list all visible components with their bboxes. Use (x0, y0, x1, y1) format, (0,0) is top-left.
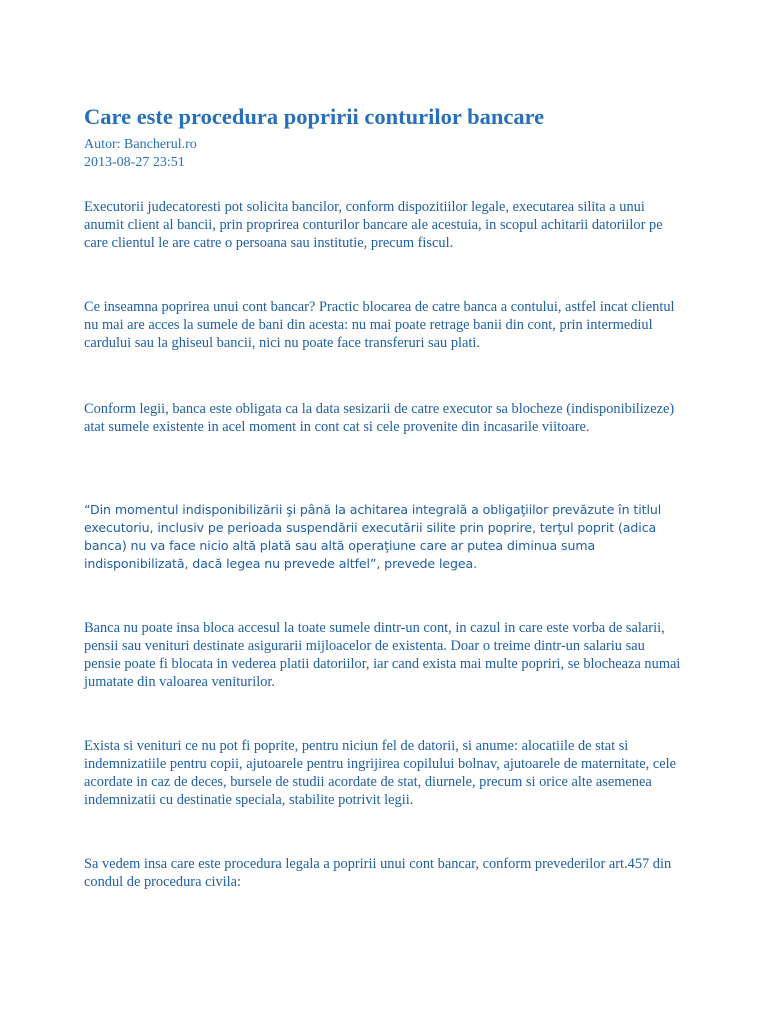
paragraph-1: Executorii judecatoresti pot solicita bancilor, conform dispozitiilor legale, executarea silita a unui anumit client al bancii, prin proprirea conturilor bancare ale acestuia, in scopul achitarii datoriilor pe care clientul le are catre o persoana sau institutie, precum fiscul. (84, 199, 663, 251)
paragraph-7: Sa vedem insa care este procedura legala a popririi unui cont bancar, conform prevederilor art.457 din condul de procedura civila: (84, 856, 672, 890)
article-meta (84, 136, 684, 172)
paragraph-2: Ce inseamna poprirea unui cont bancar? Practic blocarea de catre banca a contului, astfel incat clientul nu mai are acces la sumele de bani din acesta: nu mai poate retrage banii din cont, prin intermediul cardului sau la ghiseul bancii, nici nu poate face transferuri sau plati. (84, 299, 675, 351)
article-author: Autor: Bancherul.ro (84, 137, 197, 152)
paragraph-quote: “Din momentul indisponibilizării şi până la achitarea integrală a obligaţiilor prevăzute în titlul executoriu, inclusiv pe perioada suspendării executării silite prin poprire, terţul poprit (adica banca) nu va face nicio altă plată sau altă operaţiune care ar putea diminua suma indisponibilizată, dacă legea nu prevede altfel”, prevede legea. (84, 502, 662, 571)
paragraph-3: Conform legii, banca este obligata ca la data sesizarii de catre executor sa blocheze (indisponibilizeze) atat sumele existente in acel moment in cont cat si cele provenite din incasarile viitoare. (84, 401, 675, 435)
paragraph-6: Exista si venituri ce nu pot fi poprite, pentru niciun fel de datorii, si anume: alocatiile de stat si indemnizatiile pentru copii, ajutoarele pentru ingrijirea copilului bolnav, ajutoarele de maternitate, cele acordate in caz de deces, bursele de studii acordate de stat, diurnele, precum si orice alte asemenea indemnizatii cu destinatie speciala, stabilite potrivit legii. (84, 738, 677, 808)
article-title: Care este procedura popririi conturilor bancare (84, 104, 545, 129)
article-date: 2013-08-27 23:51 (84, 155, 185, 170)
paragraph-5: Banca nu poate insa bloca accesul la toate sumele dintr-un cont, in cazul in care este vorba de salarii, pensii sau venituri destinate asigurarii mijloacelor de existenta. Doar o treime dintr-un salariu sau pensie poate fi blocata in vederea platii datoriilor, iar cand exista mai multe popriri, se blocheaza numai jumatate din valoarea veniturilor. (84, 620, 681, 690)
